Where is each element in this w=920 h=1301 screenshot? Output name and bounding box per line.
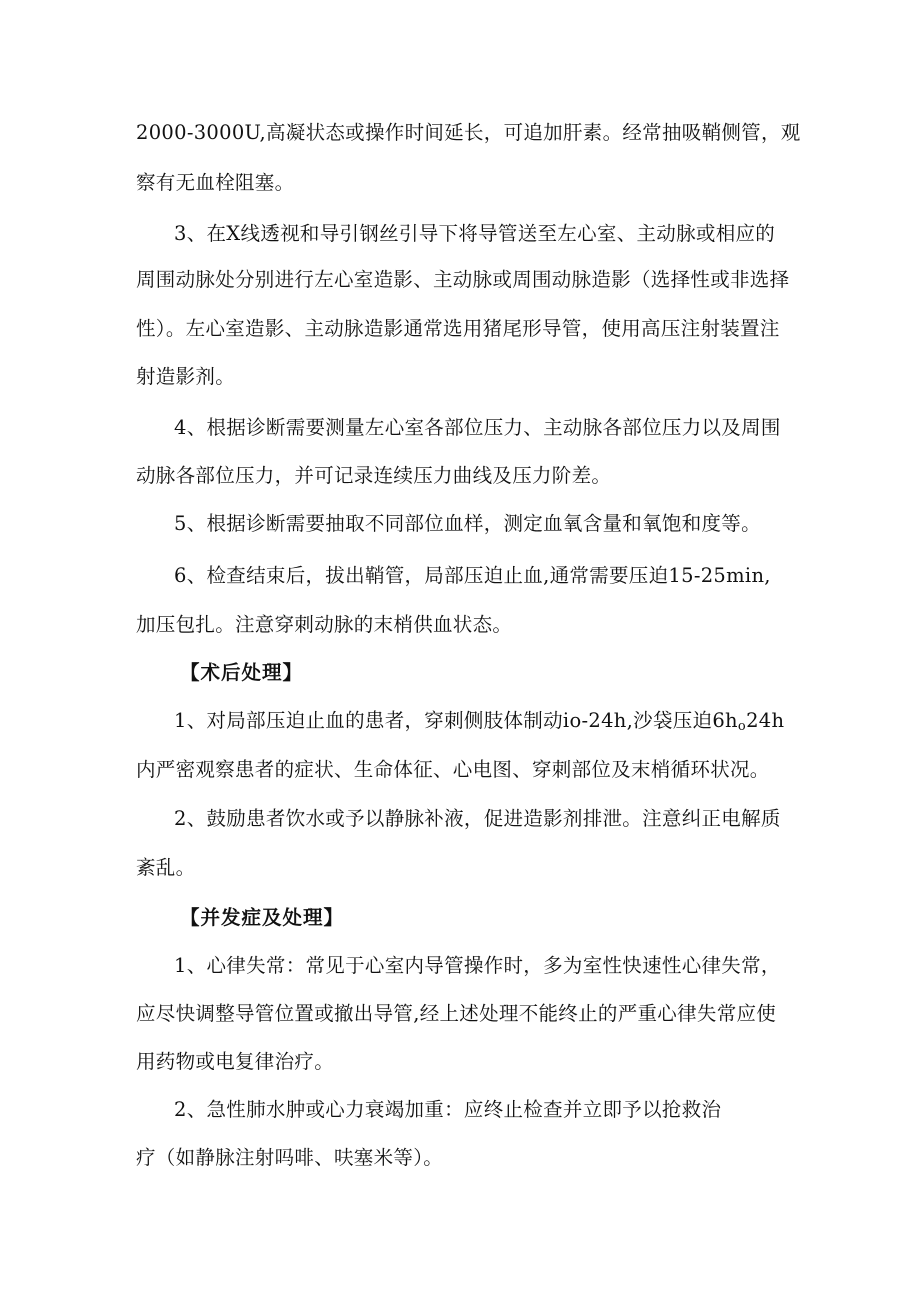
complications-item-1-line-1: 1、心律失常：常见于心室内导管操作时，多为室性快速性心律失常， <box>174 954 781 977</box>
step-5-line-1: 5、根据诊断需要抽取不同部位血样，测定血氧含量和氧饱和度等。 <box>174 512 761 535</box>
step-3-line-4: 射造影剂。 <box>136 365 236 388</box>
postop-item-1-line-1 <box>174 708 784 740</box>
complications-item-1-line-3: 用药物或电复律治疗。 <box>136 1050 335 1073</box>
step-3-line-1: 3、在X线透视和导引钢丝引导下将导管送至左心室、主动脉或相应的 <box>174 222 776 245</box>
postop-item-2-line-1: 2、鼓励患者饮水或予以静脉补液，促进造影剂排泄。注意纠正电解质 <box>174 807 781 830</box>
postop-item-1-text-before: 1、对局部压迫止血的患者，穿刺侧肢体制动io-24h,沙袋压迫6h <box>174 709 738 732</box>
section-heading-postop: 【术后处理】 <box>180 661 304 684</box>
postop-item-1-line-2: 内严密观察患者的症状、生命体征、心电图、穿刺部位及末梢循环状况。 <box>136 758 770 781</box>
postop-item-2-line-2: 紊乱。 <box>136 856 196 879</box>
complications-item-1-line-2: 应尽快调整导管位置或撤出导管,经上述处理不能终止的严重心律失常应使 <box>136 1002 777 1025</box>
complications-item-2-line-2: 疗（如静脉注射吗啡、呋塞米等）。 <box>136 1146 444 1169</box>
step-6-line-2: 加压包扎。注意穿刺动脉的末梢供血状态。 <box>136 613 513 636</box>
step-4-line-2: 动脉各部位压力，并可记录连续压力曲线及压力阶差。 <box>136 464 612 487</box>
step-3-line-3: 性）。左心室造影、主动脉造影通常选用猪尾形导管，使用高压注射装置注 <box>136 317 780 340</box>
postop-item-1-subscript: o <box>737 719 747 734</box>
step-6-line-1: 6、检查结束后，拔出鞘管，局部压迫止血,通常需要压迫15-25min, <box>174 564 771 587</box>
step-4-line-1: 4、根据诊断需要测量左心室各部位压力、主动脉各部位压力以及周围 <box>174 416 781 439</box>
postop-item-1-text-after: 24h <box>746 709 785 732</box>
paragraph-heparin-line-2: 察有无血栓阻塞。 <box>136 171 295 194</box>
step-3-line-2: 周围动脉处分别进行左心室造影、主动脉或周围动脉造影（选择性或非选择 <box>136 268 790 291</box>
complications-item-2-line-1: 2、急性肺水肿或心力衰竭加重：应终止检查并立即予以抢救治 <box>174 1098 722 1121</box>
paragraph-heparin-line-1: 2000-3000U,高凝状态或操作时间延长，可追加肝素。经常抽吸鞘侧管，观 <box>136 121 801 144</box>
section-heading-complications: 【并发症及处理】 <box>180 906 345 929</box>
